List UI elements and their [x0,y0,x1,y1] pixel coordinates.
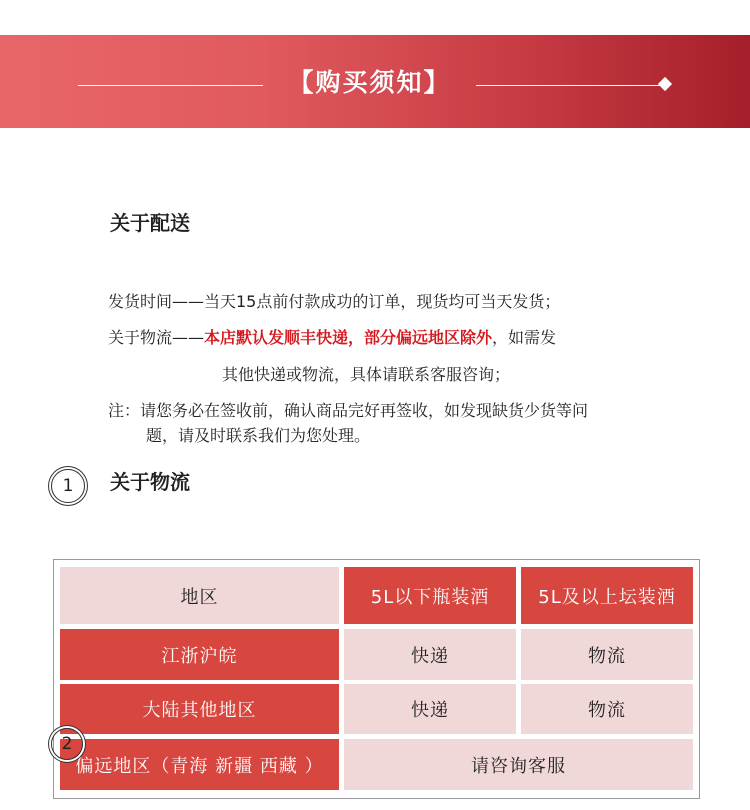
table-row-region: 偏远地区（青海 新疆 西藏 ） [60,739,339,790]
banner-line-left [78,85,263,86]
logistics-line-highlight: 本店默认发顺丰快递，部分偏远地区除外 [204,328,493,347]
note-line-1: 注：请您务必在签收前，确认商品完好再签收，如发现缺货少货等问 [108,401,589,420]
table-cell-contact: 请咨询客服 [344,739,693,790]
logistics-line-suffix: ，如需发 [492,328,557,347]
diamond-icon [658,77,672,91]
header-banner [0,35,750,128]
table-row-region: 江浙沪皖 [60,629,339,680]
table-cell: 物流 [521,684,693,734]
logistics-line-continued: 其他快递或物流，具体请联系客服咨询； [222,365,511,384]
table-cell: 快递 [344,629,516,680]
logistics-line [108,327,556,349]
section-heading-delivery: 关于配送 [110,211,190,235]
table-header-region: 地区 [60,567,339,624]
table-header-bottled: 5L以下瓶装酒 [344,567,516,624]
table-cell: 快递 [344,684,516,734]
number-badge-2: 2 [51,728,83,760]
banner-title: 【购买须知】 [288,68,451,97]
number-badge-1: 1 [51,469,85,503]
delivery-time-line: 发货时间——当天15点前付款成功的订单，现货均可当天发货； [108,292,561,311]
section-heading-logistics: 关于物流 [110,470,190,494]
banner-line-right [476,85,664,86]
shipping-table [53,559,700,799]
table-row-region: 大陆其他地区 [60,684,339,734]
note-line-2: 题，请及时联系我们为您处理。 [146,426,371,445]
table-cell: 物流 [521,629,693,680]
table-header-jar: 5L及以上坛装酒 [521,567,693,624]
logistics-line-prefix: 关于物流—— [108,328,205,347]
